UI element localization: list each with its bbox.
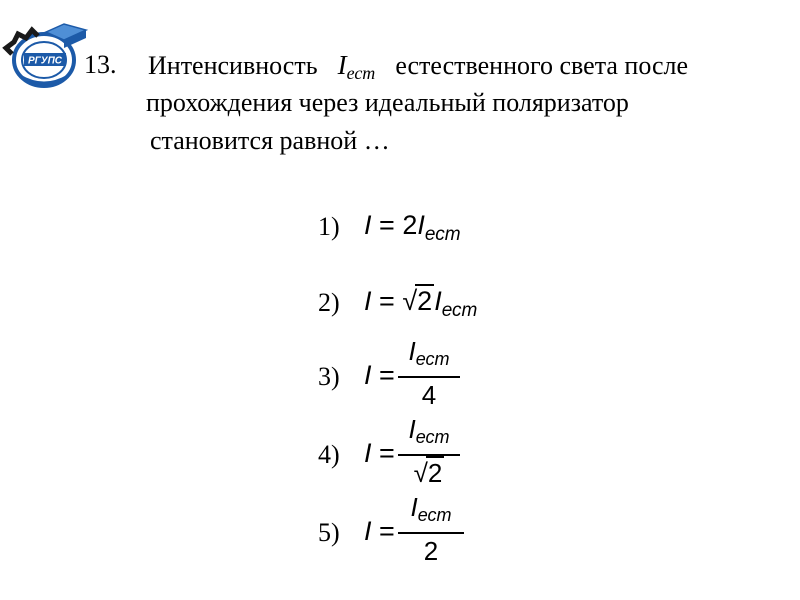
answer-5-number: 5) (318, 518, 340, 547)
question-line-3: становится равной … (150, 126, 390, 155)
question-text-before-var: Интенсивность (148, 51, 318, 80)
question-text-after-var: естественного света после (395, 51, 689, 80)
answer-3-number: 3) (318, 362, 340, 391)
answer-4-number: 4) (318, 440, 340, 469)
answer-2-number: 2) (318, 288, 340, 317)
answer-5-lhs: I = (364, 516, 395, 546)
answer-1-number: 1) (318, 212, 340, 241)
answer-2-formula: $I = √2I_{ест}$ (364, 286, 478, 321)
question-line-2: прохождения через идеальный поляризатор (146, 88, 629, 117)
intensity-variable: $I_{ест}$ (337, 50, 376, 83)
logo-text: РГУПС (28, 55, 62, 67)
answer-4-lhs: I = (364, 438, 395, 468)
square-root-symbol: √2 (413, 458, 443, 488)
question-line-1 (148, 50, 688, 84)
answer-3-lhs: I = (364, 360, 395, 390)
answer-5-fraction: $I_{ест}$ 2 (398, 492, 464, 566)
square-root-symbol: √2 (402, 286, 433, 316)
answer-3-fraction: $I_{ест}$ 4 (398, 336, 460, 410)
answer-4-fraction: $I_{ест}$ √2 (398, 414, 460, 488)
answer-1-formula: $I = 2I_{ест}$ (364, 210, 461, 245)
question-number: 13. (84, 50, 117, 79)
